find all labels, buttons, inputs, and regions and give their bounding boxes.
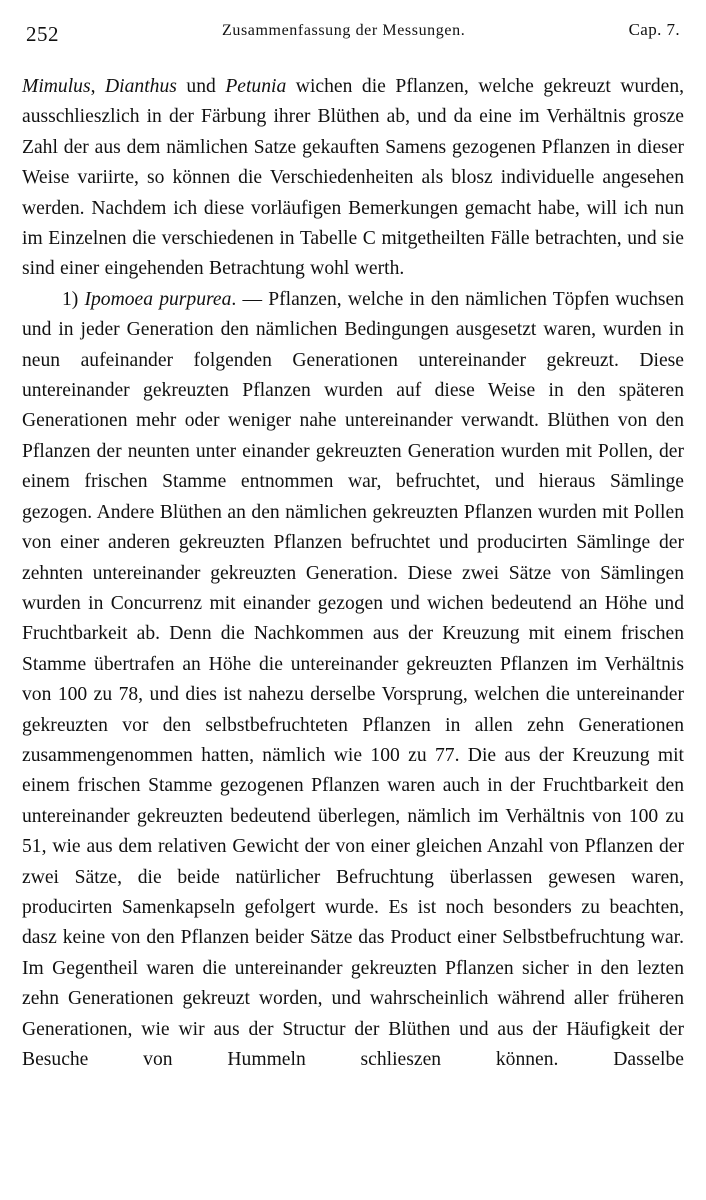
book-page [22, 14, 684, 1075]
paragraph-text: wichen die Pflanzen, welche gekreuzt wurden, ausschlieszlich in der Färbung ihrer Blüthen ab, und da eine im Verhältnis grosze Zahl der aus dem nämlichen Satze gekauften Samens gezogenen Pflanzen in dieser Weise variirte, so können die Verschiedenheiten als blosz individuelle angesehen werden. Nachdem ich diese vorläufigen Bemerkungen gemacht habe, will ich nun im Einzelnen die verschiedenen in Tabelle C mitgetheilten Fälle betrachten, und sie sind einer eingehenden Betrachtung wohl werth. [22, 76, 685, 280]
running-header [22, 14, 684, 54]
item-number: 1) [62, 288, 85, 310]
separator: und [176, 76, 226, 97]
running-title: Zusammenfassung der Messungen. [222, 22, 466, 39]
separator: , [90, 76, 106, 97]
genus-dianthus: Dianthus [105, 76, 177, 97]
paragraph-ipomoea [22, 285, 684, 1076]
page-number: 252 [26, 22, 59, 46]
genus-mimulus: Mimulus [22, 76, 91, 97]
species-name: Ipomoea purpurea [84, 288, 232, 310]
paragraph-continuation [22, 72, 684, 285]
body-text [22, 72, 684, 1075]
paragraph-text: Pflanzen, welche in den nämlichen Töpfen wuchsen und in jeder Generation den nämlichen Bedingungen ausgesetzt waren, wurden in neun aufeinander folgenden Generationen untereinander gekreuzt. Diese untereinander gekreuzten Pflanzen wurden auf diese Weise in den späteren Generationen mehr oder weniger nahe untereinander verwandt. Blüthen von den Pflanzen der neunten unter einander gekreuzten Generation wurden mit Pollen, der einem frischen Stamme entnommen war, befruchtet, und hieraus Sämlinge gezogen. Andere Blüthen an den nämlichen gekreuzten Pflanzen wurden mit Pollen von einer anderen gekreuzten Pflanzen befruchtet und producirten Sämlinge der zehnten untereinander gekreuzten Generation. Diese zwei Sätze von Sämlingen wurden in Concurrenz mit einander gezogen und wichen bedeutend an Höhe und Fruchtbarkeit ab. Denn die Nachkommen aus der Kreuzung mit einem frischen Stamme übertrafen an Höhe die untereinander gekreuzten Pflanzen im Verhältnis von 100 zu 78, und dies ist nahezu derselbe Vorsprung, welchen die untereinander gekreuzten vor den selbstbefruchteten Pflanzen in allen zehn Generationen zusammengenommen hatten, nämlich wie 100 zu 77. Die aus der Kreuzung mit einem frischen Stamme gezogenen Pflanzen waren auch in der Fruchtbarkeit den untereinander gekreuzten bedeutend überlegen, nämlich im Verhältnis von 100 zu 51, wie aus dem relativen Gewicht der von einer gleichen Anzahl von Pflanzen der zwei Sätze, die beide natürlicher Befruchtung überlassen gewesen waren, producirten Samenkapseln gefolgert wurde. Es ist noch besonders zu beachten, dasz keine von den Pflanzen beider Sätze das Product einer Selbstbefruchtung war. Im Gegentheil waren die untereinander gekreuzten Pflanzen sicher in den lezten zehn Generationen gekreuzt worden, und wahrscheinlich während aller früheren Generationen, wie wir aus der Structur der Blüthen und aus der Häufigkeit der Besuche von Hummeln schlieszen können. Dasselbe [22, 288, 684, 1070]
chapter-label: Cap. 7. [628, 20, 680, 39]
genus-petunia: Petunia [225, 76, 287, 97]
dash-separator: . — [231, 288, 269, 310]
